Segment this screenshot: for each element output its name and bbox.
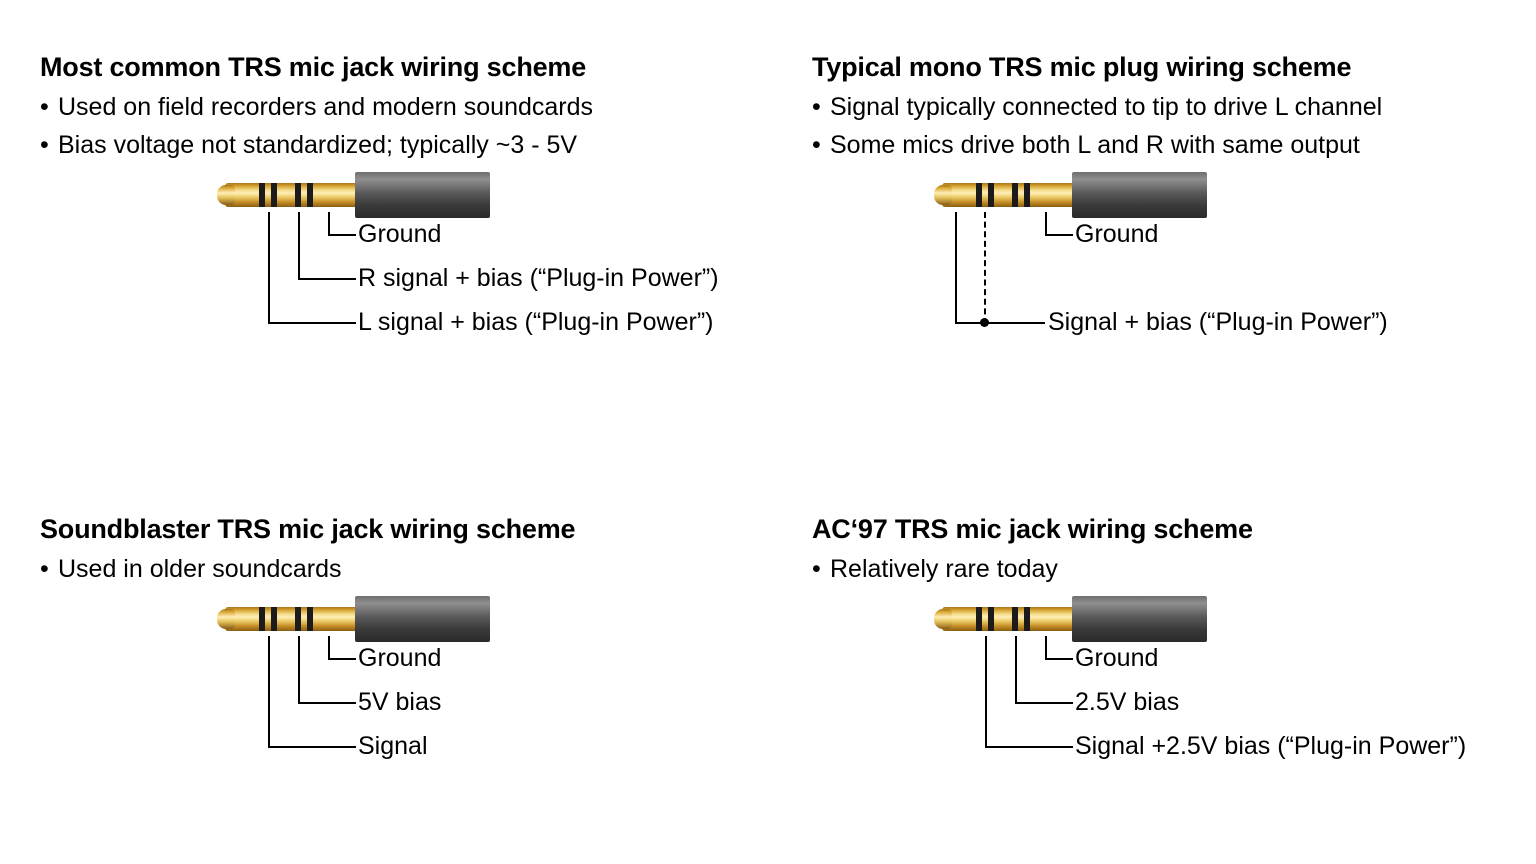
trs-plug-diagram [40,596,760,806]
plug-insulator-ring [988,607,994,631]
diagram-panel-most-common [40,52,760,382]
trs-plug-illustration [215,596,490,642]
plug-insulator-ring [295,183,301,207]
bullet-marker: • [40,555,49,584]
label-ground: Ground [358,644,442,673]
panel-bullet-list [40,550,760,588]
label-signal: Signal + bias (“Plug-in Power”) [1048,308,1388,337]
plug-barrel [355,172,490,218]
bullet-marker: • [40,131,49,160]
leader-line-tip-vertical [268,636,270,748]
panel-title: Most common TRS mic jack wiring scheme [40,52,587,82]
trs-plug-illustration [215,172,490,218]
leader-line-ring-horizontal [298,278,356,280]
plug-insulator-ring [976,607,982,631]
bullet-item [40,88,760,126]
label-signal: Signal +2.5V bias (“Plug-in Power”) [1075,732,1467,761]
leader-line-ground-vertical [1045,212,1047,236]
plug-tip [217,609,235,629]
trs-plug-illustration [932,596,1207,642]
plug-tip [934,185,952,205]
bullet-text: Some mics drive both L and R with same output [830,131,1360,160]
plug-tip [217,185,235,205]
plug-barrel [1072,596,1207,642]
label-bias: 2.5V bias [1075,688,1180,717]
panel-bullet-list [812,88,1532,164]
label-bias: 5V bias [358,688,442,717]
leader-line-tip-horizontal [268,746,356,748]
leader-line-ground-horizontal [1045,658,1073,660]
bullet-item [812,126,1532,164]
diagram-panel-soundblaster [40,514,760,806]
bullet-item [812,88,1532,126]
bullet-text: Bias voltage not standardized; typically ~3 - 5V [58,131,578,160]
panel-title: Soundblaster TRS mic jack wiring scheme [40,514,576,544]
plug-insulator-ring [307,607,313,631]
leader-line-ground-vertical [328,212,330,236]
label-ring-signal: R signal + bias (“Plug-in Power”) [358,264,719,293]
bullet-marker: • [812,555,821,584]
plug-insulator-ring [988,183,994,207]
diagram-panel-ac97 [812,514,1532,806]
plug-insulator-ring [976,183,982,207]
leader-line-ground-vertical [328,636,330,660]
label-ground: Ground [358,220,442,249]
plug-insulator-ring [295,607,301,631]
label-ground: Ground [1075,644,1159,673]
bullet-item [40,550,760,588]
leader-line-tip-horizontal [268,322,356,324]
bullet-text: Signal typically connected to tip to drive L channel [830,93,1383,122]
panel-bullet-list [40,88,760,164]
label-tip-signal: L signal + bias (“Plug-in Power”) [358,308,714,337]
leader-line-ring-vertical [1015,636,1017,704]
bullet-marker: • [812,131,821,160]
panel-title: AC‘97 TRS mic jack wiring scheme [812,514,1253,544]
bullet-text: Relatively rare today [830,555,1058,584]
leader-line-tip-horizontal [955,322,1045,324]
diagram-panel-typical-mono [812,52,1532,382]
leader-line-tip-vertical [268,212,270,324]
plug-insulator-ring [271,183,277,207]
leader-line-ground-horizontal [1045,234,1073,236]
plug-insulator-ring [259,183,265,207]
leader-line-ring-vertical [298,636,300,704]
plug-insulator-ring [307,183,313,207]
plug-insulator-ring [1012,607,1018,631]
plug-insulator-ring [1024,607,1030,631]
trs-plug-illustration [932,172,1207,218]
plug-shaft [225,183,360,207]
leader-line-tip-vertical [955,212,957,324]
plug-barrel [1072,172,1207,218]
bullet-marker: • [812,93,821,122]
plug-insulator-ring [271,607,277,631]
leader-line-ring-vertical [298,212,300,280]
plug-tip [934,609,952,629]
bullet-item [40,126,760,164]
leader-line-ground-vertical [1045,636,1047,660]
plug-insulator-ring [1012,183,1018,207]
bullet-marker: • [40,93,49,122]
panel-title: Typical mono TRS mic plug wiring scheme [812,52,1352,82]
label-signal: Signal [358,732,428,761]
leader-line-ring-horizontal [298,702,356,704]
plug-shaft [942,607,1077,631]
leader-line-ring-dashed [984,212,986,324]
plug-insulator-ring [1024,183,1030,207]
plug-shaft [225,607,360,631]
leader-line-ground-horizontal [328,658,356,660]
plug-shaft [942,183,1077,207]
leader-line-tip-vertical [985,636,987,748]
panel-bullet-list [812,550,1532,588]
trs-plug-diagram [812,596,1532,806]
label-ground: Ground [1075,220,1159,249]
bullet-item [812,550,1532,588]
trs-plug-diagram [812,172,1532,382]
bullet-text: Used in older soundcards [58,555,342,584]
plug-barrel [355,596,490,642]
leader-line-ring-horizontal [1015,702,1073,704]
plug-insulator-ring [259,607,265,631]
trs-plug-diagram [40,172,760,382]
leader-line-ground-horizontal [328,234,356,236]
leader-line-tip-horizontal [985,746,1073,748]
bullet-text: Used on field recorders and modern soundcards [58,93,594,122]
